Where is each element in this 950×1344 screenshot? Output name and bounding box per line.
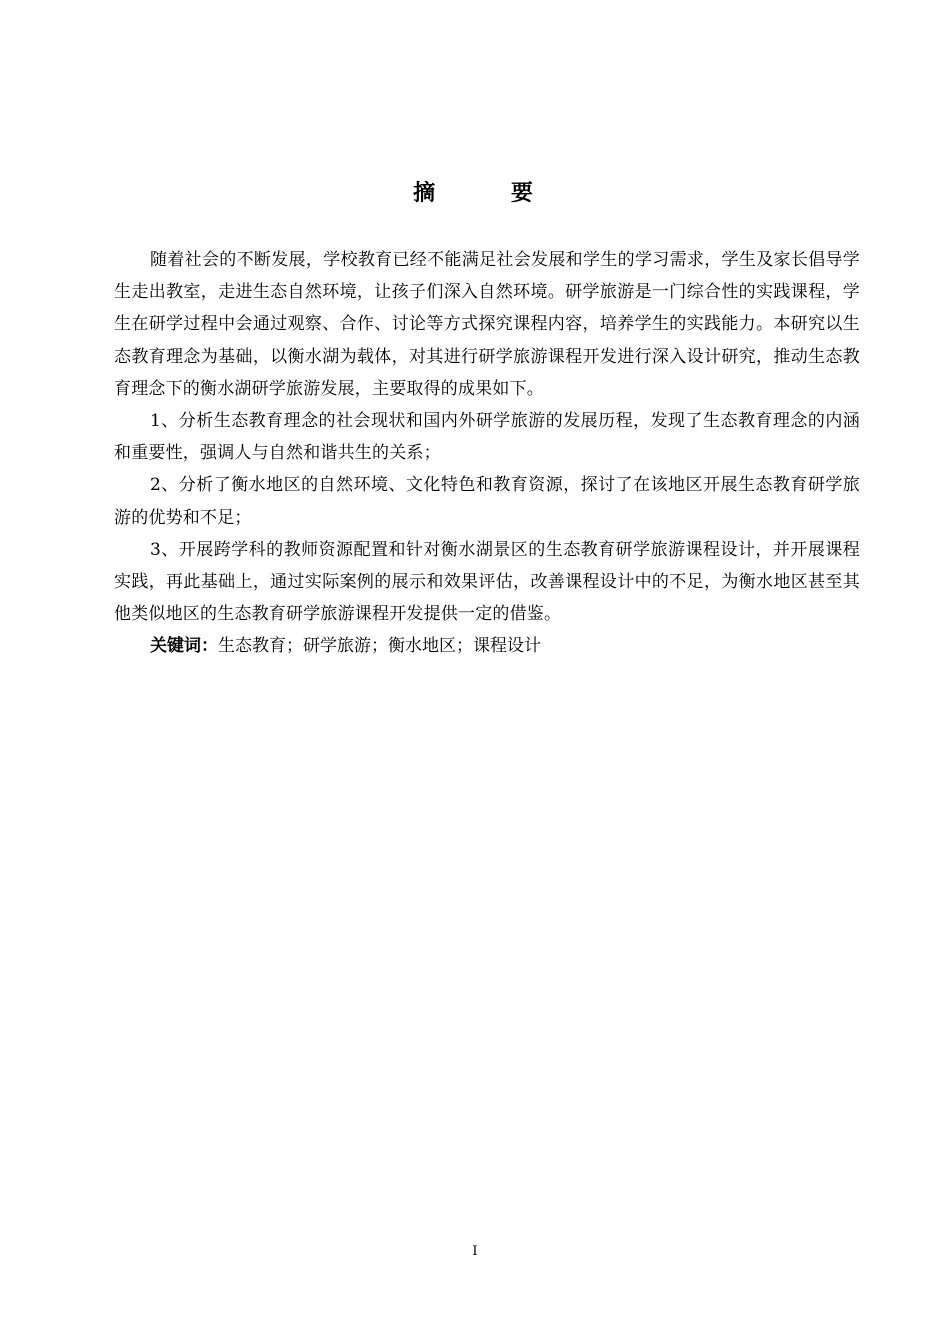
abstract-intro-paragraph: 随着社会的不断发展，学校教育已经不能满足社会发展和学生的学习需求，学生及家长倡导学生走出教室，走进生态自然环境，让孩子们深入自然环境。研学旅游是一门综合性的实践课程，学生在研学过程中会通过观察、合作、讨论等方式探究课程内容，培养学生的实践能力。本研究以生态教育理念为基础，以衡水湖为载体，对其进行研学旅游课程开发进行深入设计研究，推动生态教育理念下的衡水湖研学旅游发展，主要取得的成果如下。 xyxy=(114,250,860,399)
finding-paragraph-2: 2、分析了衡水地区的自然环境、文化特色和教育资源，探讨了在该地区开展生态教育研学旅游的优势和不足； xyxy=(114,475,860,528)
finding-paragraph-1: 1、分析生态教育理念的社会现状和国内外研学旅游的发展历程，发现了生态教育理念的内涵和重要性，强调人与自然和谐共生的关系； xyxy=(114,411,860,464)
keywords-label: 关键词： xyxy=(150,636,218,657)
page-number: I xyxy=(472,1244,478,1259)
keywords-line xyxy=(114,630,860,662)
keywords-text: 生态教育；研学旅游；衡水地区；课程设计 xyxy=(218,636,541,657)
finding-paragraph-3: 3、开展跨学科的教师资源配置和针对衡水湖景区的生态教育研学旅游课程设计，并开展课程实践，再此基础上，通过实际案例的展示和效果评估，改善课程设计中的不足，为衡水地区甚至其他类似地区的生态教育研学旅游课程开发提供一定的借鉴。 xyxy=(114,539,860,625)
abstract-body xyxy=(114,244,860,662)
page-title: 摘 要 xyxy=(413,181,567,206)
